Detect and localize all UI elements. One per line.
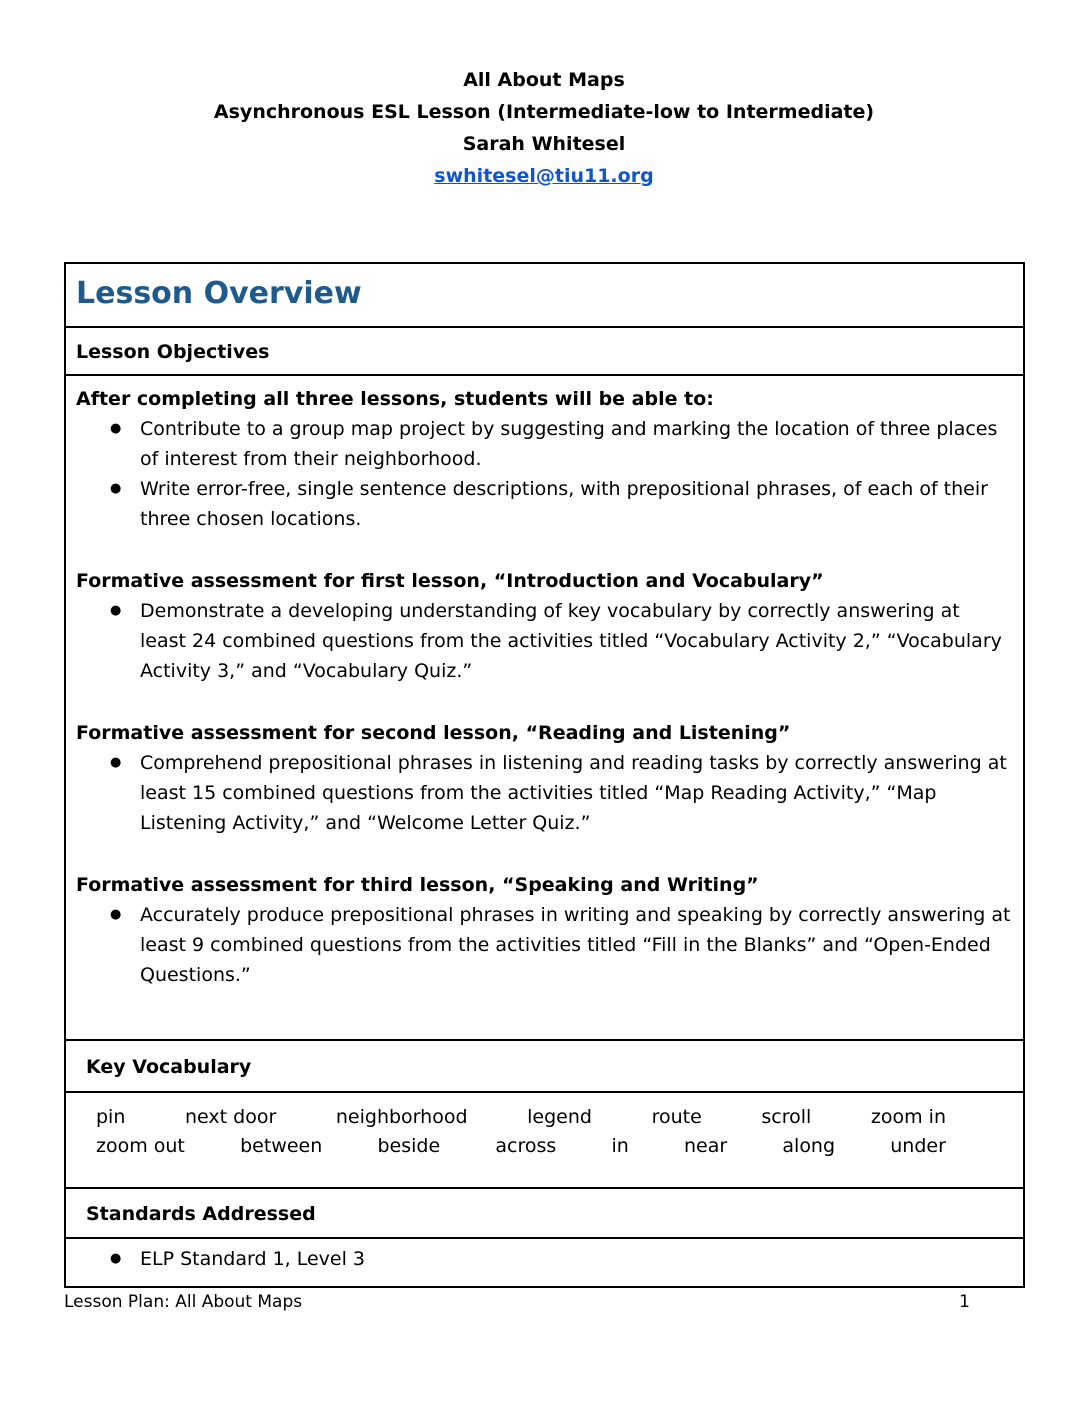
footer-title: Lesson Plan: All About Maps: [64, 1292, 303, 1312]
vocabulary-word: next door: [185, 1106, 277, 1128]
standards-list: [76, 1244, 1023, 1274]
vocabulary-word: scroll: [761, 1106, 812, 1128]
vocabulary-row: [96, 1132, 946, 1161]
author-email-link[interactable]: swhitesel@tiu11.org: [434, 165, 654, 187]
objective-bullet-list: [76, 748, 1011, 838]
objective-section-heading: Formative assessment for second lesson, “Reading and Listening”: [76, 722, 791, 744]
objective-section-heading: Formative assessment for first lesson, “Introduction and Vocabulary”: [76, 570, 824, 592]
vocabulary-word: legend: [527, 1106, 592, 1128]
objective-bullet-list: [76, 596, 1011, 686]
objective-section-heading: After completing all three lessons, students will be able to:: [76, 388, 714, 410]
objective-section-heading: Formative assessment for third lesson, “Speaking and Writing”: [76, 874, 759, 896]
document-header: [0, 64, 1088, 192]
standards-label: Standards Addressed: [66, 1189, 1023, 1239]
document-title: All About Maps: [463, 69, 625, 91]
section-spacer: [76, 838, 1011, 870]
section-spacer: [76, 686, 1011, 718]
section-spacer: [76, 534, 1011, 566]
objectives-content: [66, 376, 1023, 1041]
objective-bullet: ● Demonstrate a developing understanding of key vocabulary by correctly answering at least 24 combined questions from the activities titled “Vocabulary Activity 2,” “Vocabulary Activity 3,” and “Vocabulary Quiz.”: [140, 596, 1011, 686]
vocabulary-word: neighborhood: [335, 1106, 468, 1128]
vocabulary-word: beside: [377, 1135, 441, 1157]
page-number: 1: [959, 1292, 970, 1312]
standard-item: ● ELP Standard 1, Level 3: [140, 1244, 1023, 1274]
objective-bullet: ● Contribute to a group map project by suggesting and marking the location of three places of interest from their neighborhood.: [140, 414, 1011, 474]
objective-bullet: ● Accurately produce prepositional phrases in writing and speaking by correctly answering at least 9 combined questions from the activities titled “Fill in the Blanks” and “Open-Ended Questions.”: [140, 900, 1011, 990]
vocabulary-word: across: [495, 1135, 557, 1157]
vocabulary-word: zoom out: [96, 1135, 185, 1157]
vocabulary-word: pin: [96, 1106, 126, 1128]
vocabulary-word: along: [782, 1135, 836, 1157]
page-footer: [64, 1292, 970, 1312]
author-name: Sarah Whitesel: [462, 133, 626, 155]
vocabulary-word: under: [890, 1135, 946, 1157]
vocabulary-row: [96, 1103, 946, 1132]
objective-bullet-list: [76, 900, 1011, 990]
overview-title: Lesson Overview: [66, 264, 1023, 328]
objective-bullet: ● Comprehend prepositional phrases in listening and reading tasks by correctly answering at least 15 combined questions from the activities titled “Map Reading Activity,” “Map Listening Activity,” and “Welcome Letter Quiz.”: [140, 748, 1011, 838]
standards-content: [66, 1239, 1023, 1274]
lesson-overview-table: [64, 262, 1025, 1288]
vocabulary-label: Key Vocabulary: [66, 1041, 1023, 1093]
document-subtitle: Asynchronous ESL Lesson (Intermediate-low to Intermediate): [213, 101, 875, 123]
vocabulary-word: in: [611, 1135, 629, 1157]
objective-bullet: ● Write error-free, single sentence descriptions, with prepositional phrases, of each of their three chosen locations.: [140, 474, 1011, 534]
vocabulary-word: route: [651, 1106, 702, 1128]
objective-bullet-list: [76, 414, 1011, 534]
vocabulary-word: zoom in: [870, 1106, 946, 1128]
vocabulary-list: [66, 1093, 1023, 1189]
vocabulary-word: between: [240, 1135, 323, 1157]
vocabulary-word: near: [684, 1135, 728, 1157]
objectives-label: Lesson Objectives: [66, 328, 1023, 376]
